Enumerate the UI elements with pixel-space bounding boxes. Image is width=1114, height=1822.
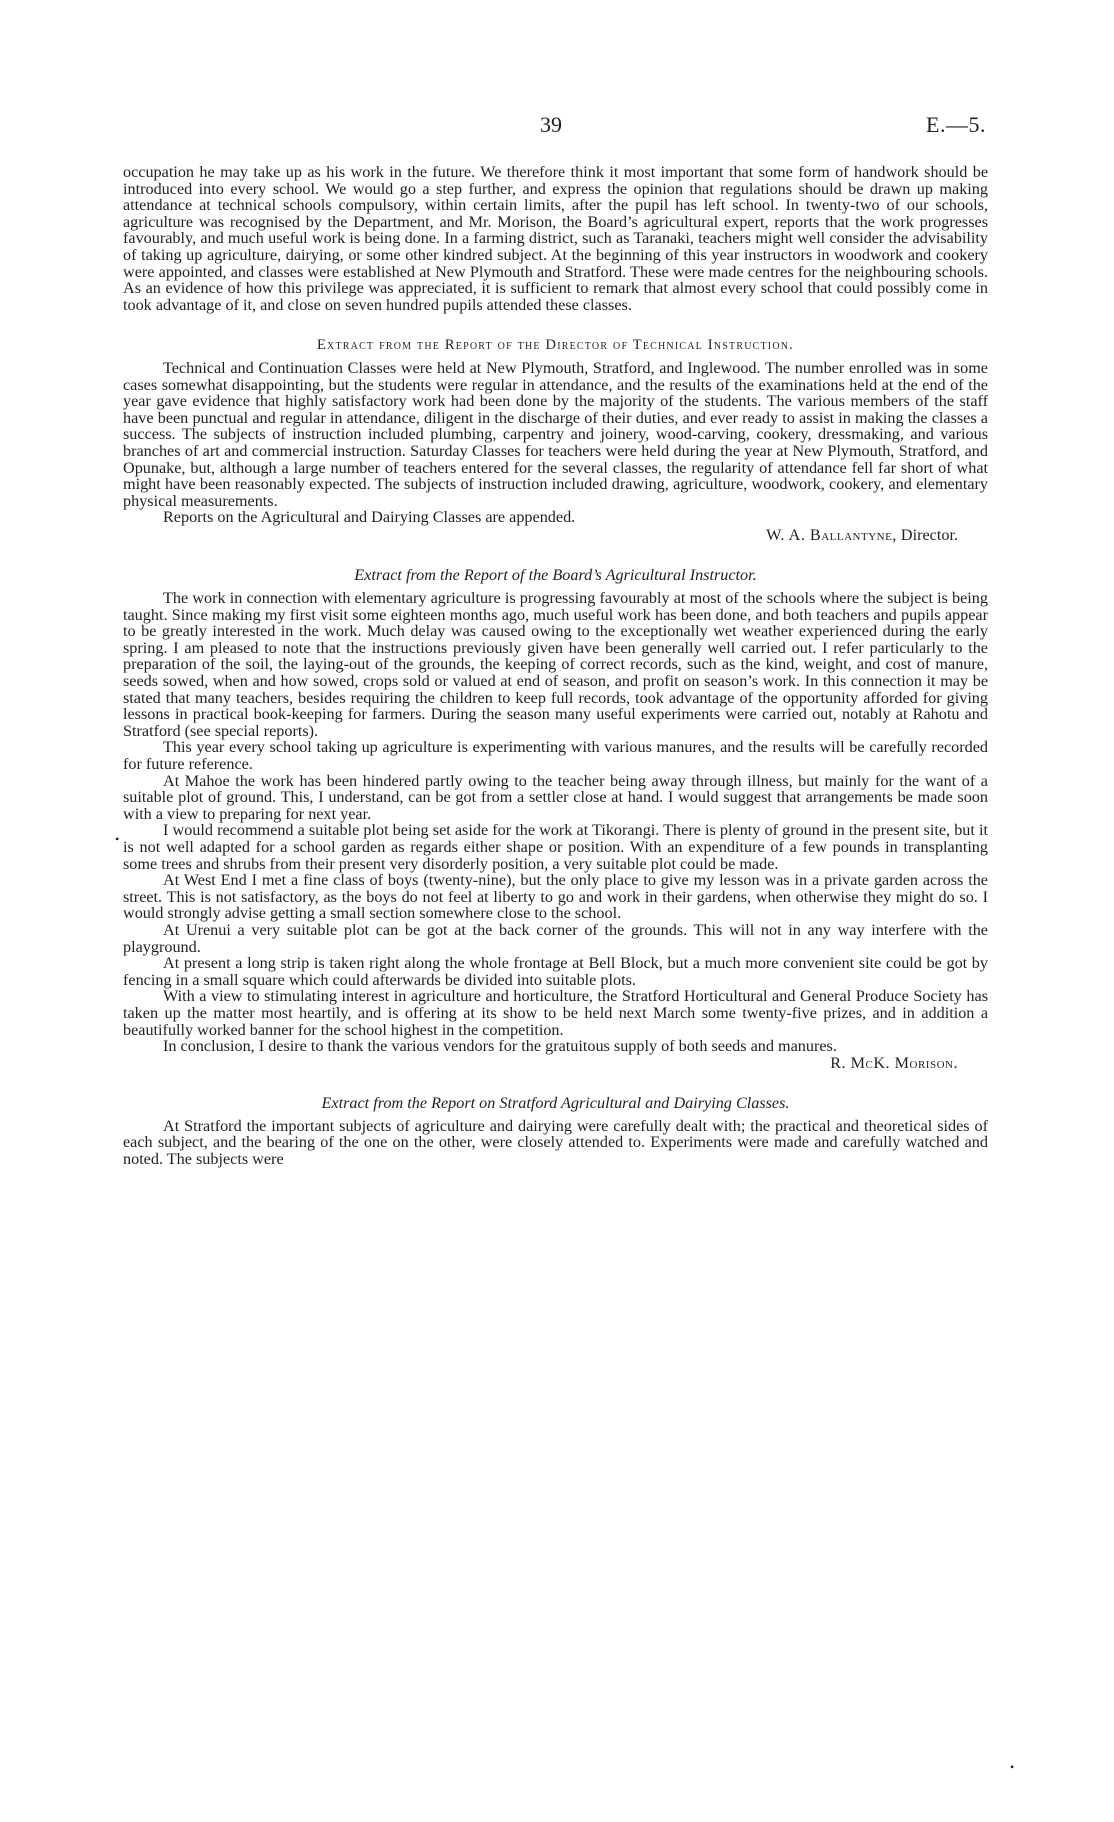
paragraph-manures: This year every school taking up agriculture is experimenting with various manures, and the results will be carefully recorded for future reference. bbox=[123, 738, 988, 773]
paragraph-urenui: At Urenui a very suitable plot can be got at the back corner of the grounds. This will not in any way interfere with the playground. bbox=[123, 920, 988, 956]
paragraph-conclusion bbox=[123, 1037, 988, 1072]
paragraph-opening: occupation he may take up as his work in the future. We therefore think it most important that some form of handwork should be introduced into every school. We would go a step further, and express the opinion that regulations should be drawn up making attendance at technical schools compulsory, within certain limits, after the pupil has left school. In twenty-two of our schools, agriculture was recognised by the Department, and Mr. Morison, the Board’s agricultural expert, reports that the work progresses favourably, and much useful work is being done. In a farming district, such as Taranaki, teachers might well consider the advisability of taking up agriculture, dairying, or some other kindred subject. At the beginning of this year instructors in woodwork and cookery were appointed, and classes were established at New Plymouth and Stratford. These were made centres for the neighbouring schools. As an evidence of how this privilege was appreciated, it is sufficient to remark that almost every school that could possibly come in took advantage of it, and close on seven hundred pupils attended these classes. bbox=[123, 163, 988, 314]
signature-director bbox=[123, 527, 988, 544]
paragraph-west-end: At West End I met a fine class of boys (twenty-nine), but the only place to give my lesson was in a private garden across the street. This is not satisfactory, as the boys do not feel at liberty to go and work in their gardens, when otherwise they might do so. I would strongly advise getting a small section somewhere close to the school. bbox=[123, 871, 988, 923]
document-body bbox=[123, 164, 988, 1168]
margin-mark: • bbox=[115, 832, 120, 846]
signature-director-name: W. A. Ballantyne, bbox=[766, 525, 897, 544]
paragraph-stratford-society: With a view to stimulating interest in agriculture and horticulture, the Stratford Horticultural and General Produce Society has taken up the matter most heartily, and is offering at its show to be held next March some twenty-five prizes, and in addition a beautifully worked banner for the school highest in the competition. bbox=[123, 987, 988, 1039]
page-header bbox=[0, 112, 1114, 140]
paragraph-conclusion-text: In conclusion, I desire to thank the various vendors for the gratuitous supply of both seeds and manures. bbox=[163, 1037, 837, 1056]
margin-mark-bottom: • bbox=[1010, 1760, 1015, 1774]
paragraph-elementary-agriculture: The work in connection with elementary agriculture is progressing favourably at most of the schools where the subject is being taught. Since making my first visit some eighteen months ago, much useful work has been done, and both teachers and pupils appear to be greatly interested in the work. Much delay was caused owing to the exceptionally wet weather experienced during the early spring. I am pleased to note that the instructions previously given have been generally well carried out. I refer particularly to the preparation of the soil, the laying-out of the grounds, the keeping of correct records, such as the kind, weight, and cost of manure, seeds sowed, when and how sowed, crops sold or valued at end of season, and profit on season’s work. In this connection it may be stated that many teachers, besides requiring the children to keep full records, took advantage of the opportunity afforded for giving lessons in practical book-keeping for farmers. During the season many useful experiments were carried out, notably at Rahotu and Stratford (see special reports). bbox=[123, 589, 988, 740]
page-reference: E.—5. bbox=[926, 112, 986, 137]
paragraph-mahoe: At Mahoe the work has been hindered partly owing to the teacher being away through illness, but mainly for the want of a suitable plot of ground. This, I understand, can be got from a settler close at hand. I would suggest that arrangements be made soon with a view to preparing for next year. bbox=[123, 771, 988, 823]
section-heading-instructor: Extract from the Report of the Board’s Agricultural Instructor. bbox=[354, 566, 757, 585]
paragraph-stratford-classes: At Stratford the important subjects of agriculture and dairying were carefully dealt with; the practical and theoretical sides of each subject, and the bearing of the one on the other, were closely attended to. Experiments were made and carefully watched and noted. The subjects were bbox=[123, 1116, 988, 1169]
signature-director-title: Director. bbox=[896, 525, 958, 544]
paragraph-bell-block: At present a long strip is taken right along the whole frontage at Bell Block, but a much more convenient site could be got by fencing in a small square which could afterwards be divided into suitable plots. bbox=[123, 954, 988, 989]
section-heading-director: Extract from the Report of the Director of Technical Instruction. bbox=[316, 337, 794, 354]
paragraph-reports-appended: Reports on the Agricultural and Dairying Classes are appended. bbox=[163, 508, 576, 527]
paragraph-tikorangi: I would recommend a suitable plot being set aside for the work at Tikorangi. There is plenty of ground in the present site, but it is not well adapted for a school garden as regards either shape or position. With an expenditure of a few pounds in transplanting some trees and shrubs from their present very disorderly position, a very suitable plot could be made. bbox=[123, 821, 988, 873]
paragraph-technical-classes: Technical and Continuation Classes were held at New Plymouth, Stratford, and Inglewood. The number enrolled was in some cases somewhat disappointing, but the students were regular in attendance, and the results of the examinations held at the end of the year gave evidence that highly satisfactory work had been done by the majority of the students. The various members of the staff have been punctual and regular in attendance, diligent in the discharge of their duties, and ever ready to assist in making the classes a success. The subjects of instruction included plumbing, carpentry and joinery, wood-carving, cookery, dressmaking, and various branches of art and commercial instruction. Saturday Classes for teachers were held during the year at New Plymouth, Stratford, and Opunake, but, although a large number of teachers entered for the several classes, the regularity of attendance fell far short of what might have been reasonably expected. The subjects of instruction included drawing, agriculture, woodwork, cookery, and elementary physical measurements. bbox=[123, 358, 988, 510]
section-heading-stratford: Extract from the Report on Stratford Agricultural and Dairying Classes. bbox=[321, 1094, 790, 1113]
page-number: 39 bbox=[540, 112, 562, 137]
signature-instructor: R. McK. Morison. bbox=[830, 1053, 958, 1072]
